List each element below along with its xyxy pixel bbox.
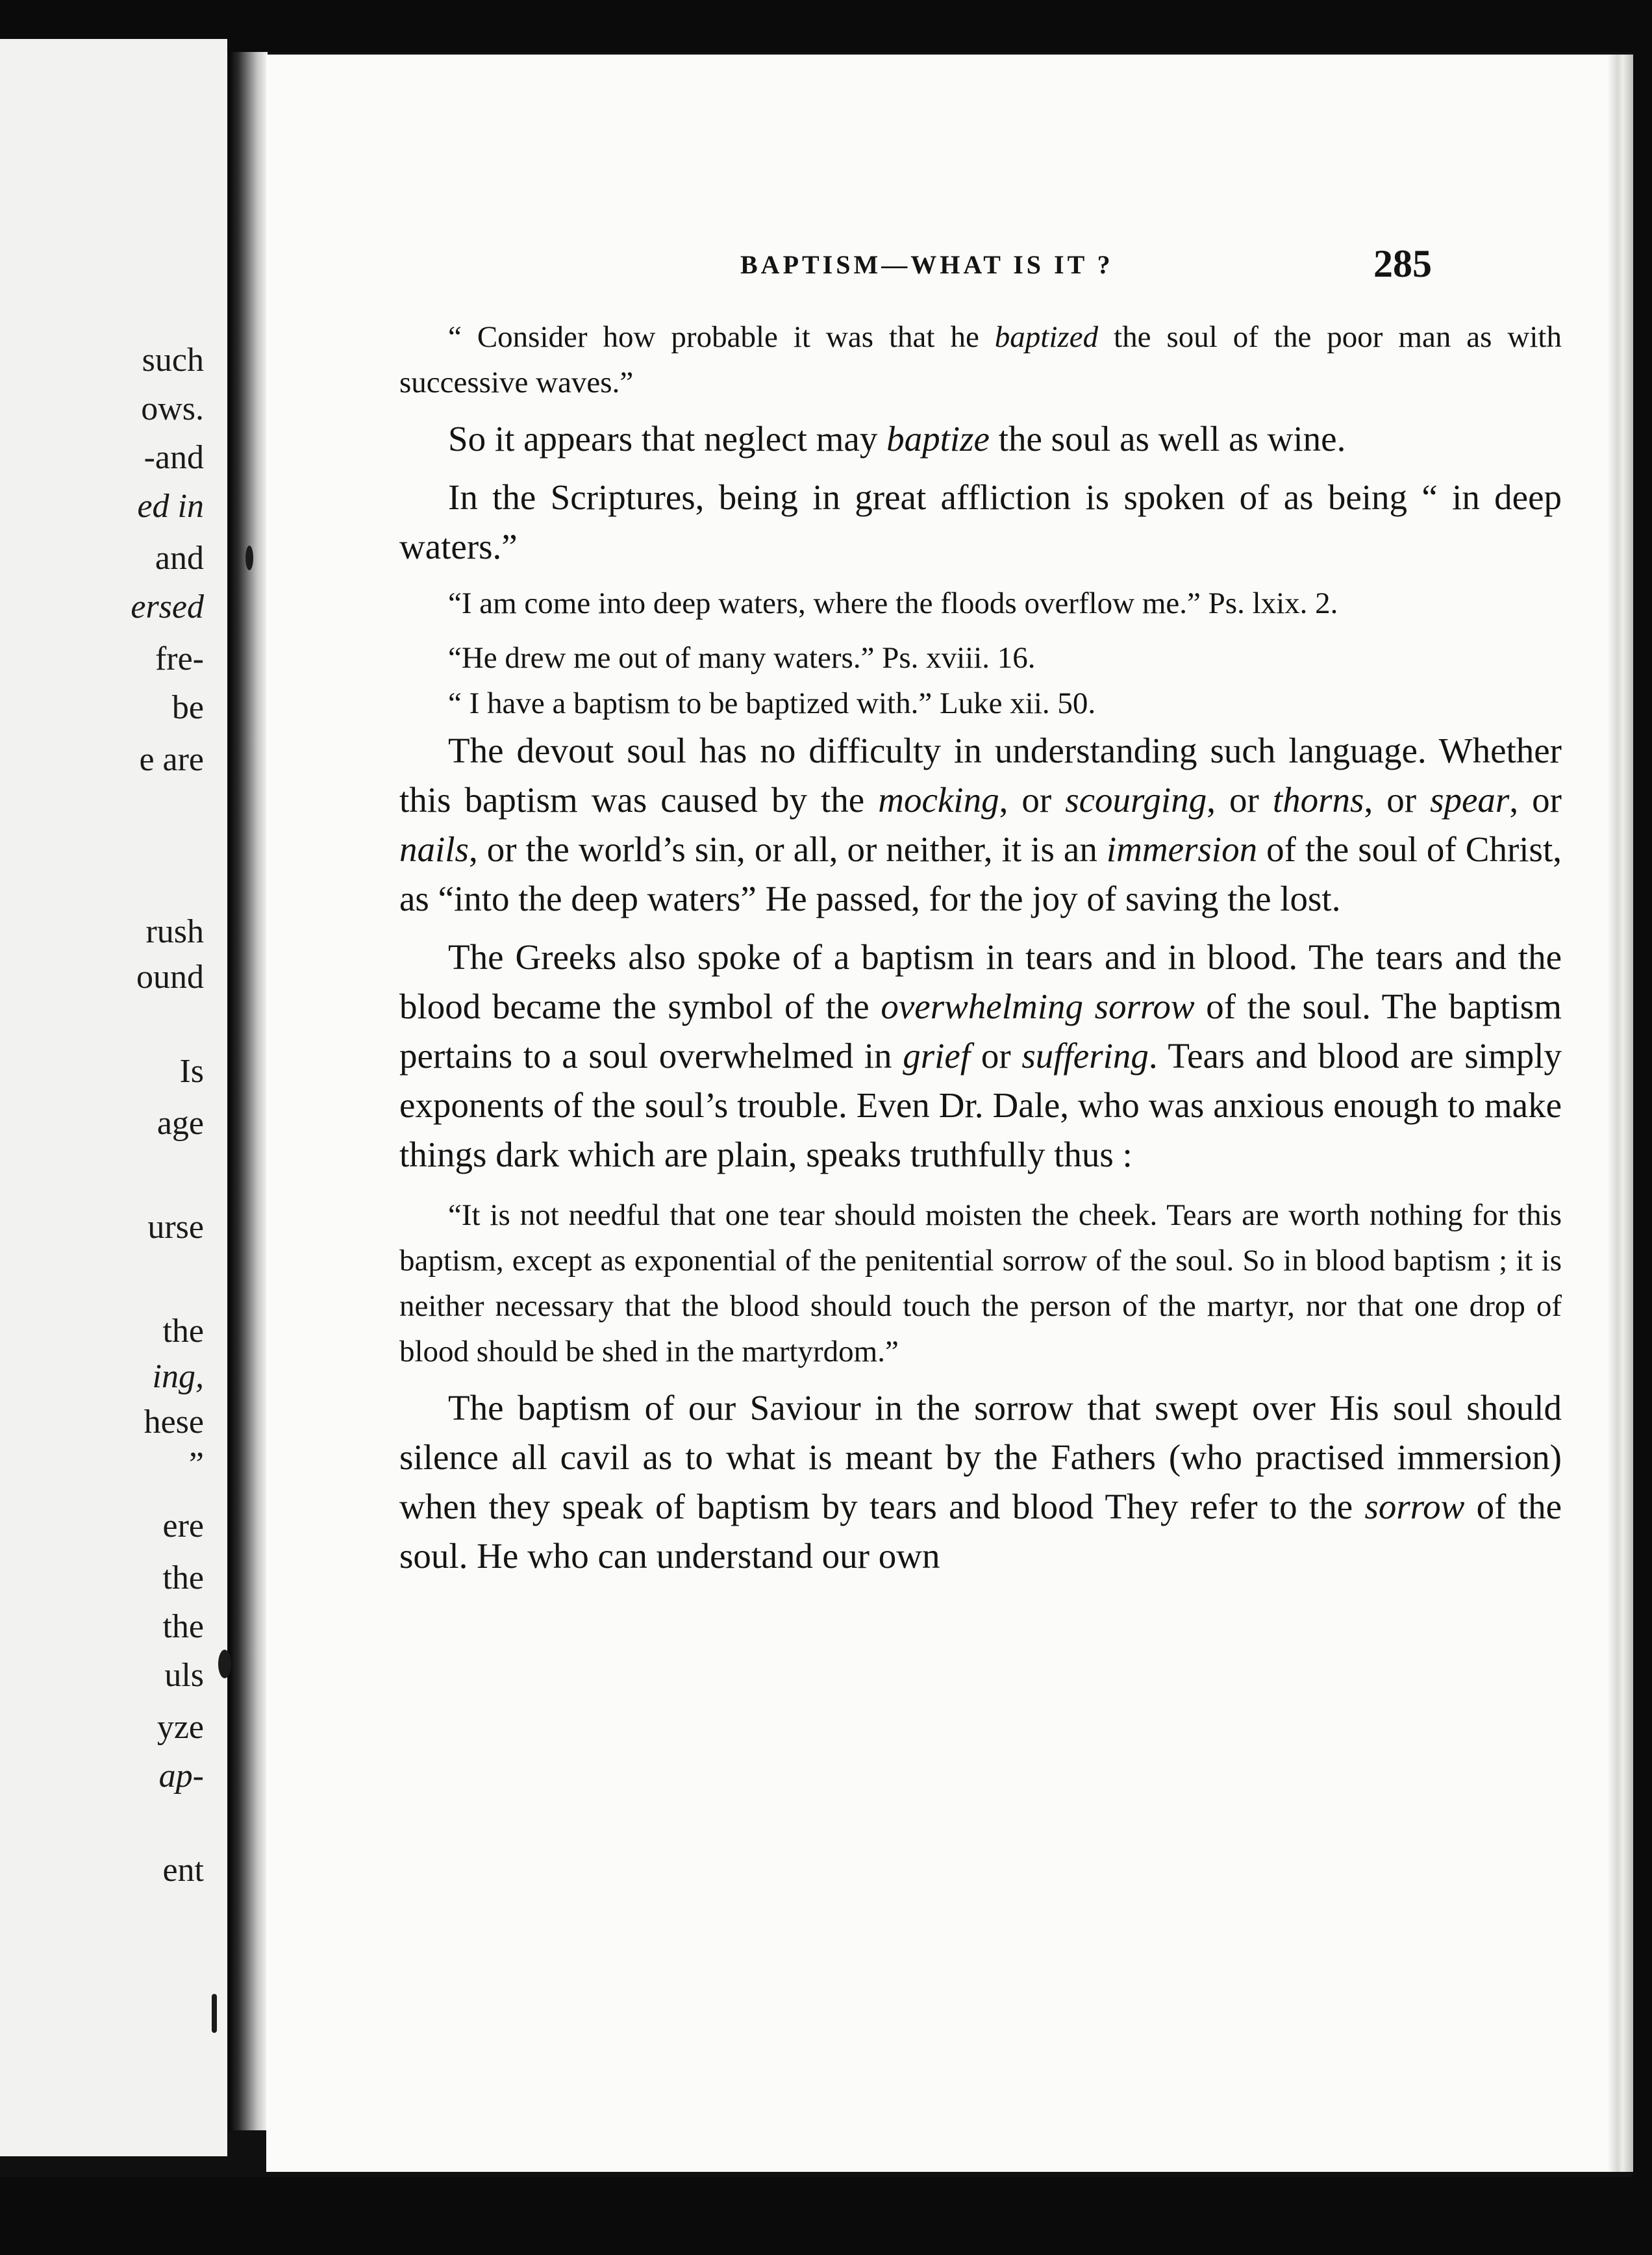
- text-run: the soul of the poor man as with successive waves.”: [399, 320, 1562, 399]
- scan-speck: [212, 1994, 217, 2033]
- italic-text: mocking: [878, 780, 999, 820]
- previous-page-line-fragment: fre-: [155, 640, 204, 677]
- italic-text: baptized: [994, 320, 1099, 354]
- book-page: [266, 55, 1633, 2172]
- previous-page-fragment: [0, 39, 227, 2156]
- page-body: [399, 314, 1562, 1581]
- block-quote: “It is not needful that one tear should moisten the cheek. Tears are worth nothing for this baptism, except as exponential of the penitential sorrow of the soul. So in blood baptism ; it is neither necessary that the blood should touch the person of the martyr, nor that one drop of blood should be shed in the martyrdom.”: [399, 1198, 1562, 1368]
- previous-page-line-fragment: ent: [162, 1852, 204, 1889]
- text-run: of the soul. He who can understand our own: [399, 1487, 1562, 1576]
- previous-page-line-fragment: ap-: [158, 1757, 204, 1795]
- previous-page-line-fragment: the: [162, 1608, 204, 1645]
- text-run: , or: [1207, 780, 1273, 820]
- scripture-quote: “I am come into deep waters, where the floods overflow me.” Ps. lxix. 2.: [448, 586, 1338, 620]
- text-run: of the soul of Christ, as “into the deep waters” He passed, for the joy of saving the lost.: [399, 829, 1562, 918]
- previous-page-line-fragment: -and: [144, 439, 204, 476]
- previous-page-line-fragment: yze: [156, 1709, 204, 1746]
- italic-text: spear: [1430, 780, 1510, 820]
- previous-page-line-fragment: ersed: [131, 588, 204, 625]
- previous-page-line-fragment: the: [162, 1559, 204, 1596]
- text-run: the soul as well as wine.: [989, 419, 1346, 459]
- paragraph: [399, 414, 1562, 464]
- page-number: 285: [1373, 242, 1432, 285]
- italic-text: immersion: [1106, 829, 1258, 869]
- previous-page-line-fragment: hese: [144, 1404, 204, 1441]
- previous-page-line-fragment: e are: [139, 741, 204, 778]
- scan-border-top: [0, 0, 1652, 52]
- paragraph: [399, 933, 1562, 1179]
- quote-paragraph: [399, 314, 1562, 405]
- text-run: “ Consider how probable it was that he: [448, 320, 995, 354]
- scan-border-bottom: [0, 2177, 1652, 2255]
- text-run: , or the world’s sin, or all, or neither, it is an: [468, 829, 1107, 869]
- previous-page-line-fragment: ”: [188, 1446, 204, 1483]
- text-run: , or: [1509, 780, 1562, 820]
- text-run: . Tears and blood are simply exponents of the soul’s trouble. Even Dr. Dale, who was anxious enough to make things dark which are plain, speaks truthfully thus :: [399, 1036, 1562, 1174]
- paragraph: [399, 726, 1562, 924]
- previous-page-line-fragment: rush: [145, 913, 204, 950]
- previous-page-line-fragment: ed in: [137, 488, 204, 525]
- text-run: , or: [1364, 780, 1431, 820]
- scripture-quote: “ I have a baptism to be baptized with.” Luke xii. 50.: [448, 687, 1096, 720]
- italic-text: sorrow: [1364, 1487, 1465, 1526]
- previous-page-line-fragment: ows.: [141, 390, 204, 427]
- previous-page-line-fragment: ere: [162, 1507, 204, 1544]
- scripture-quote: “He drew me out of many waters.” Ps. xviii. 16.: [448, 641, 1036, 675]
- running-head: BAPTISM—WHAT IS IT ?: [740, 250, 1114, 279]
- italic-text: suffering: [1021, 1036, 1149, 1076]
- italic-text: nails: [399, 829, 469, 869]
- scan-border-right: [1633, 0, 1652, 2255]
- previous-page-line-fragment: uls: [164, 1657, 204, 1694]
- text-run: of the soul. The baptism pertains to a soul overwhelmed in: [399, 987, 1562, 1076]
- scan-speck: [245, 546, 253, 570]
- text-run: The baptism of our Saviour in the sorrow that swept over His soul should silence all cavil as to what is meant by the Fathers (who practised immersion) when they speak of baptism by tears and blood They refer to the: [399, 1388, 1562, 1526]
- text-run: The devout soul has no difficulty in understanding such language. Whether this baptism was caused by the: [399, 731, 1562, 820]
- italic-text: grief: [903, 1036, 971, 1076]
- page-edge-shadow: [1607, 55, 1633, 2172]
- previous-page-line-fragment: urse: [147, 1209, 204, 1246]
- previous-page-line-fragment: ing,: [152, 1358, 204, 1395]
- previous-page-line-fragment: such: [142, 342, 204, 379]
- scan-speck: [218, 1650, 231, 1678]
- italic-text: thorns: [1272, 780, 1364, 820]
- italic-text: overwhelming sorrow: [881, 987, 1195, 1026]
- previous-page-line-fragment: age: [156, 1105, 204, 1142]
- paragraph: In the Scriptures, being in great affliction is spoken of as being “ in deep waters.”: [399, 477, 1562, 566]
- previous-page-line-fragment: Is: [179, 1053, 204, 1090]
- book-gutter: [229, 52, 268, 2130]
- text-run: or: [970, 1036, 1022, 1076]
- text-run: , or: [999, 780, 1066, 820]
- previous-page-line-fragment: the: [162, 1313, 204, 1350]
- previous-page-line-fragment: ound: [136, 959, 204, 996]
- text-run: The Greeks also spoke of a baptism in tears and in blood. The tears and the blood became the symbol of the: [399, 937, 1562, 1026]
- paragraph: [399, 1383, 1562, 1581]
- text-run: So it appears that neglect may: [448, 419, 887, 459]
- previous-page-line-fragment: and: [155, 540, 204, 577]
- previous-page-line-fragment: be: [171, 689, 204, 726]
- italic-text: scourging: [1065, 780, 1207, 820]
- italic-text: baptize: [886, 419, 990, 459]
